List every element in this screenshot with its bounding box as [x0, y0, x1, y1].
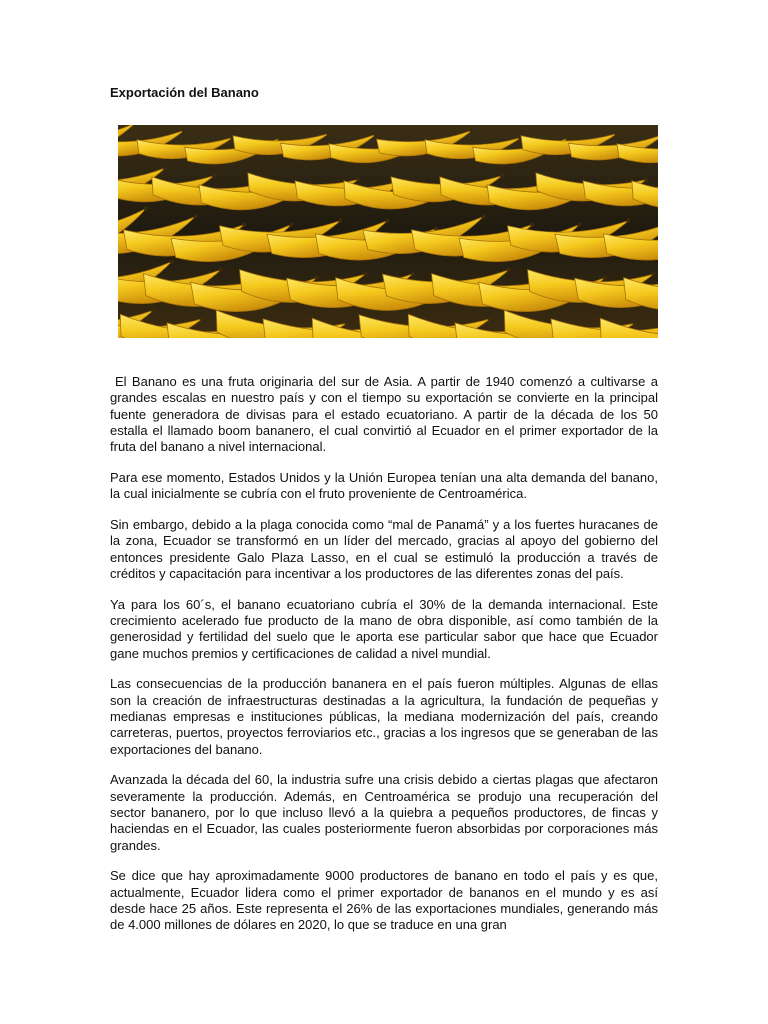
paragraph-demand: Para ese momento, Estados Unidos y la Unión Europea tenían una alta demanda del banano, la cual inicialmente se cubría con el fruto proveniente de Centroamérica.: [110, 469, 658, 502]
paragraph-crisis: Avanzada la década del 60, la industria sufre una crisis debido a ciertas plagas que afectaron severamente la producción. Además, en Centroamérica se produjo una recuperación del sector bananero, por lo que incluso llevó a la quiebra a pequeños productores, de fincas y haciendas en el Ecuador, las cuales posteriormente fueron absorbidas por corporaciones más grandes.: [110, 772, 658, 853]
paragraph-panama-disease: Sin embargo, debido a la plaga conocida como “mal de Panamá” y a los fuertes huracanes de la zona, Ecuador se transformó en un líder del mercado, gracias al apoyo del gobierno del entonces presidente Galo Plaza Lasso, en el cual se estimuló la producción a través de créditos y capacitación para incentivar a los productores de las diferentes zonas del país.: [110, 517, 658, 581]
paragraph-sixties: Ya para los 60´s, el banano ecuatoriano cubría el 30% de la demanda internacional. Este crecimiento acelerado fue producto de la mano de obra disponible, así como también de la generosidad y fertilidad del suelo que le aporta ese particular sabor que hace que Ecuador gane muchos premios y certificaciones de calidad a nivel mundial.: [110, 596, 658, 661]
document-title: Exportación del Banano: [110, 85, 259, 100]
document-body: [110, 374, 658, 934]
banana-illustration: [118, 125, 658, 338]
paragraph-producers: Se dice que hay aproximadamente 9000 productores de banano en todo el país y es que, actualmente, Ecuador lidera como el primer exportador de bananos en el mundo y es así desde hace 25 años. Este representa el 26% de las exportaciones mundiales, generando más de 4.000 millones de dólares en 2020, lo que se traduce en una gran: [110, 868, 658, 933]
paragraph-intro: El Banano es una fruta originaria del sur de Asia. A partir de 1940 comenzó a cultivarse a grandes escalas en nuestro país y con el tiempo su exportación se convierte en la principal fuente generadora de divisas para el estado ecuatoriano. A partir de la década de los 50 estalla el llamado boom bananero, el cual convirtió al Ecuador en el primer exportador de la fruta del banano a nivel internacional.: [110, 374, 658, 455]
paragraph-consequences: Las consecuencias de la producción bananera en el país fueron múltiples. Algunas de ellas son la creación de infraestructuras destinadas a la agricultura, la fundación de pequeñas y medianas empresas e instituciones públicas, la mediana modernización del país, creando carreteras, puertos, proyectos ferroviarios etc., gracias a los ingresos que se generaban de las exportaciones del banano.: [110, 676, 658, 757]
banana-photo: [118, 125, 658, 338]
